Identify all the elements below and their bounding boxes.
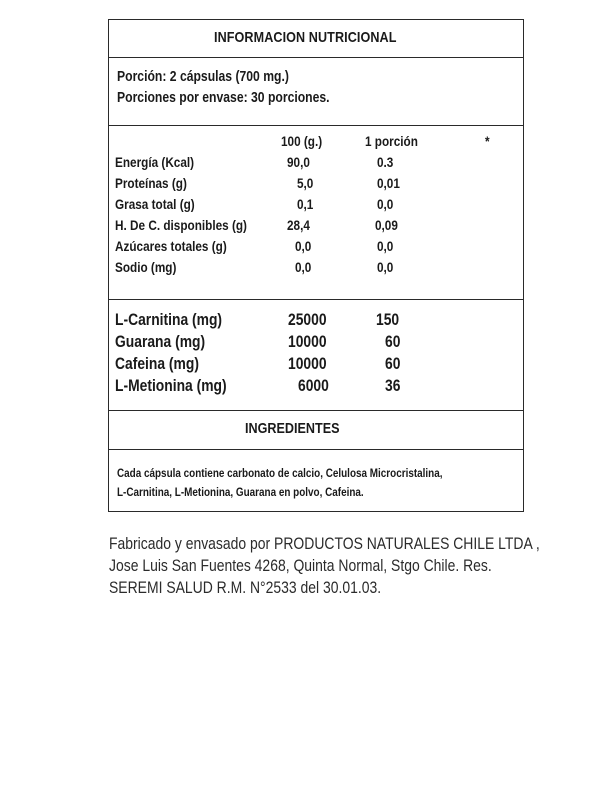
active-ingredient-per100: 6000 xyxy=(298,377,329,395)
servings-per-container: Porciones por envase: 30 porciones. xyxy=(117,90,330,106)
ingredients-title: INGREDIENTES xyxy=(245,420,340,437)
active-ingredient-per-serving: 150 xyxy=(376,311,400,329)
divider-actives xyxy=(109,410,523,411)
manufacturer-line: SEREMI SALUD R.M. N°2533 del 30.01.03. xyxy=(109,578,382,597)
nutrient-name: Energía (Kcal) xyxy=(115,154,195,170)
divider-title xyxy=(109,57,523,58)
active-ingredient-per-serving: 60 xyxy=(385,355,401,373)
nutrient-per100: 0,1 xyxy=(297,196,314,212)
nutrient-per100: 28,4 xyxy=(287,217,310,233)
active-ingredient-per-serving: 36 xyxy=(385,377,401,395)
divider-nutrients xyxy=(109,299,523,300)
nutrient-per-serving: 0,09 xyxy=(375,217,398,233)
active-ingredient-name: Guarana (mg) xyxy=(115,333,206,351)
manufacturer-info xyxy=(109,533,540,599)
nutrient-per-serving: 0,01 xyxy=(377,175,400,191)
manufacturer-line: Jose Luis San Fuentes 4268, Quinta Normal, Stgo Chile. Res. xyxy=(109,556,492,575)
column-header-per100: 100 (g.) xyxy=(281,133,323,149)
nutrient-per-serving: 0,0 xyxy=(377,238,394,254)
serving-size: Porción: 2 cápsulas (700 mg.) xyxy=(117,69,289,85)
nutrient-name: Sodio (mg) xyxy=(115,259,177,275)
divider-serving xyxy=(109,125,523,126)
nutrient-per100: 90,0 xyxy=(287,154,310,170)
active-ingredient-per100: 25000 xyxy=(288,311,327,329)
ingredients-text-line: Cada cápsula contiene carbonato de calcio, Celulosa Microcristalina, xyxy=(117,466,443,480)
nutrient-name: Grasa total (g) xyxy=(115,196,195,212)
nutrient-name: Azúcares totales (g) xyxy=(115,238,227,254)
active-ingredient-name: Cafeina (mg) xyxy=(115,355,199,373)
nutrient-per-serving: 0.3 xyxy=(377,154,394,170)
nutrient-per-serving: 0,0 xyxy=(377,196,394,212)
ingredients-text-line: L-Carnitina, L-Metionina, Guarana en polvo, Cafeina. xyxy=(117,485,364,499)
nutrient-per100: 5,0 xyxy=(297,175,314,191)
nutrient-per100: 0,0 xyxy=(295,259,312,275)
column-header-daily: * xyxy=(485,133,490,149)
nutrient-name: Proteínas (g) xyxy=(115,175,187,191)
manufacturer-line: Fabricado y envasado por PRODUCTOS NATURALES CHILE LTDA , xyxy=(109,534,540,553)
nutrient-per100: 0,0 xyxy=(295,238,312,254)
active-ingredient-name: L-Carnitina (mg) xyxy=(115,311,223,329)
label-title: INFORMACION NUTRICIONAL xyxy=(214,29,397,46)
active-ingredient-per100: 10000 xyxy=(288,355,327,373)
active-ingredient-per100: 10000 xyxy=(288,333,327,351)
divider-ingredients-title xyxy=(109,449,523,450)
nutrition-label xyxy=(108,19,524,512)
active-ingredient-per-serving: 60 xyxy=(385,333,401,351)
nutrient-name: H. De C. disponibles (g) xyxy=(115,217,247,233)
nutrient-per-serving: 0,0 xyxy=(377,259,394,275)
column-header-per-serving: 1 porción xyxy=(365,133,418,149)
active-ingredient-name: L-Metionina (mg) xyxy=(115,377,227,395)
